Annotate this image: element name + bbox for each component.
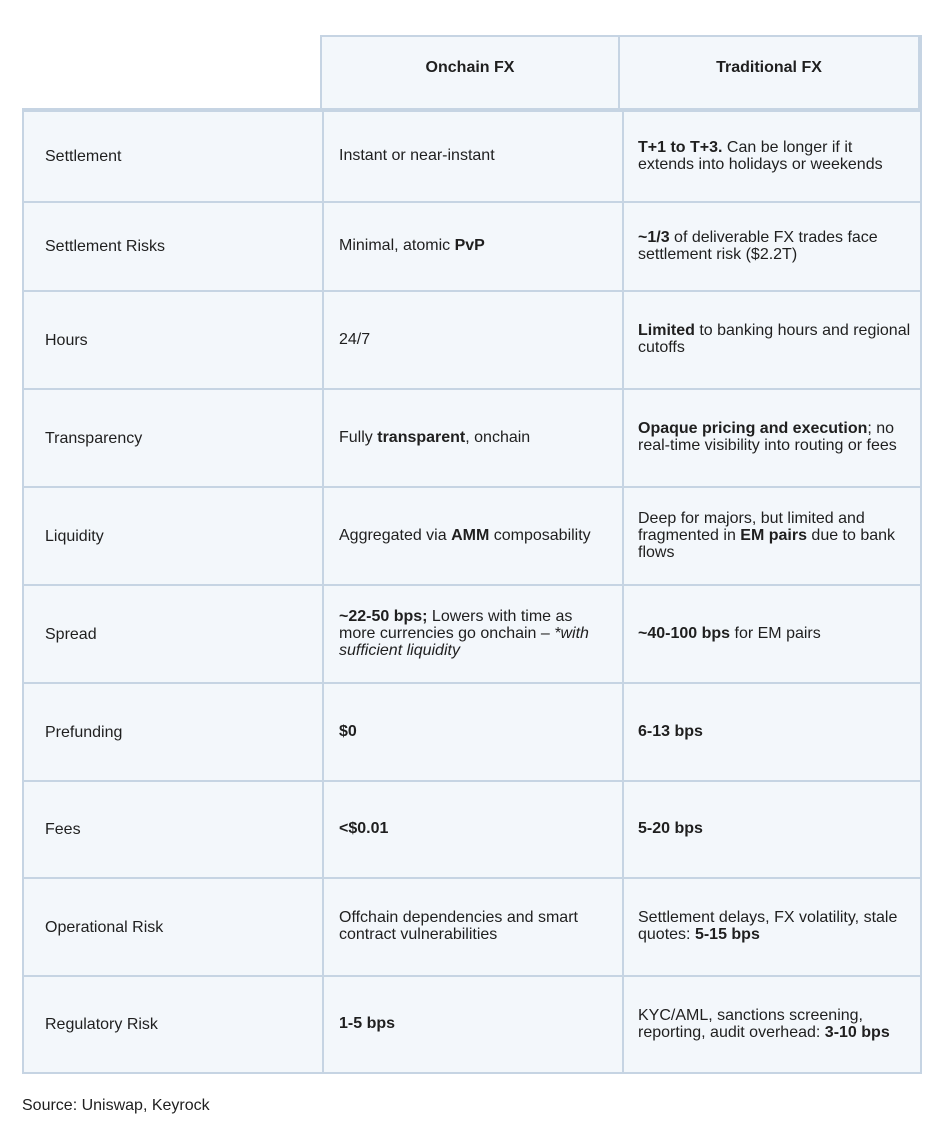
- traditional-fx-cell-text: [638, 229, 912, 263]
- onchain-fx-cell: [324, 292, 624, 388]
- traditional-fx-cell: [624, 782, 920, 877]
- traditional-fx-cell: [624, 879, 920, 975]
- row-label-text: Settlement Risks: [45, 238, 166, 255]
- onchain-fx-cell: [324, 879, 624, 975]
- text-segment: Deep for majors, but limited and fragmented in: [638, 509, 865, 544]
- row-label-text: Regulatory Risk: [45, 1016, 158, 1033]
- text-segment: ~1/3: [638, 228, 670, 246]
- row-label-text: Operational Risk: [45, 918, 164, 936]
- header-onchain-fx-label: Onchain FX: [425, 59, 515, 76]
- onchain-fx-cell: [324, 488, 624, 584]
- onchain-fx-cell-text: [339, 237, 485, 254]
- row-label: [24, 782, 324, 877]
- text-segment: Settlement delays, FX volatility, stale quotes:: [638, 909, 898, 943]
- traditional-fx-cell-text: [638, 510, 912, 561]
- text-segment: EM pairs: [740, 526, 807, 544]
- source-note: Source: Uniswap, Keyrock: [22, 1097, 210, 1114]
- traditional-fx-cell-text: [638, 820, 703, 837]
- row-label-text: Liquidity: [45, 527, 104, 545]
- row-label-text: Fees: [45, 821, 81, 838]
- table-row: [22, 977, 922, 1074]
- text-segment: 5-15 bps: [694, 926, 760, 943]
- row-label: [24, 586, 324, 682]
- row-label: [24, 488, 324, 584]
- header-blank-cell: [22, 35, 322, 108]
- text-segment: Lowers with time as more currencies go onchain –: [339, 607, 573, 642]
- traditional-fx-cell: [624, 586, 920, 682]
- row-label-text: Spread: [45, 625, 97, 643]
- text-segment: Opaque pricing and execution: [638, 420, 868, 437]
- table-row: [22, 684, 922, 782]
- text-segment: composability: [489, 526, 591, 544]
- onchain-fx-cell-text: [339, 820, 388, 837]
- traditional-fx-cell: [624, 203, 920, 290]
- table-header-row: [22, 35, 922, 110]
- onchain-fx-cell: [324, 203, 624, 290]
- text-segment: T+1 to T+3.: [638, 138, 723, 156]
- text-segment: 6-13 bps: [638, 722, 703, 740]
- onchain-fx-cell-text: [339, 723, 357, 740]
- row-label-text: Prefunding: [45, 723, 123, 741]
- traditional-fx-cell-text: [638, 139, 912, 173]
- text-segment: Instant or near-instant: [339, 147, 495, 164]
- text-segment: due to bank flows: [638, 526, 896, 561]
- row-label-text: Settlement: [45, 148, 122, 165]
- traditional-fx-cell: [624, 488, 920, 584]
- text-segment: $0: [339, 722, 357, 740]
- onchain-fx-cell: [324, 977, 624, 1072]
- text-segment: ~40-100 bps: [638, 624, 731, 642]
- onchain-fx-cell-text: [339, 1015, 395, 1032]
- header-traditional-fx: [620, 35, 920, 108]
- text-segment: 5-20 bps: [638, 820, 703, 837]
- row-label: [24, 292, 324, 388]
- traditional-fx-cell-text: [638, 723, 703, 740]
- text-segment: Offchain dependencies and smart contract vulnerabilities: [339, 909, 578, 943]
- table-row: [22, 292, 922, 390]
- header-traditional-fx-label: Traditional FX: [716, 59, 822, 76]
- onchain-fx-cell: [324, 390, 624, 486]
- table-row: [22, 488, 922, 586]
- text-segment: to banking hours and regional cutoffs: [638, 322, 911, 356]
- text-segment: , onchain: [465, 428, 531, 446]
- onchain-fx-cell: [324, 782, 624, 877]
- table-row: [22, 110, 922, 203]
- table-row: [22, 203, 922, 292]
- text-segment: Limited: [638, 322, 695, 339]
- header-onchain-fx: [320, 35, 620, 108]
- onchain-fx-cell-text: [339, 527, 591, 544]
- onchain-fx-cell: [324, 112, 624, 201]
- text-segment: <$0.01: [339, 820, 389, 837]
- row-label: [24, 684, 324, 780]
- text-segment: *with sufficient liquidity: [339, 624, 589, 659]
- onchain-fx-cell-text: [339, 147, 495, 164]
- traditional-fx-cell: [624, 684, 920, 780]
- table-body: [22, 110, 922, 1074]
- traditional-fx-cell: [624, 977, 920, 1072]
- table-row: [22, 586, 922, 684]
- row-label: [24, 112, 324, 201]
- text-segment: Fully: [339, 428, 378, 446]
- onchain-fx-cell: [324, 684, 624, 780]
- text-segment: 1-5 bps: [339, 1015, 396, 1032]
- row-label-text: Transparency: [45, 429, 143, 447]
- row-label: [24, 879, 324, 975]
- comparison-table: [22, 35, 922, 1074]
- table-row: [22, 782, 922, 879]
- row-label-text: Hours: [45, 331, 88, 349]
- text-segment: AMM: [451, 526, 490, 544]
- table-row: [22, 390, 922, 488]
- onchain-fx-cell-text: [339, 429, 530, 446]
- row-label: [24, 977, 324, 1072]
- onchain-fx-cell-text: [339, 331, 370, 348]
- traditional-fx-cell-text: [638, 1007, 912, 1041]
- text-segment: ~22-50 bps;: [339, 607, 428, 625]
- text-segment: for EM pairs: [730, 624, 821, 642]
- row-label: [24, 203, 324, 290]
- text-segment: transparent: [377, 428, 466, 446]
- table-row: [22, 879, 922, 977]
- text-segment: KYC/AML, sanctions screening, reporting, audit overhead:: [638, 1006, 863, 1041]
- text-segment: 3-10 bps: [824, 1023, 890, 1041]
- onchain-fx-cell-text: [339, 608, 610, 659]
- onchain-fx-cell: [324, 586, 624, 682]
- text-segment: of deliverable FX trades face settlement risk ($2.2T): [638, 228, 878, 263]
- traditional-fx-cell-text: [638, 909, 912, 943]
- text-segment: Aggregated via: [339, 526, 452, 544]
- text-segment: 24/7: [339, 330, 371, 348]
- traditional-fx-cell: [624, 292, 920, 388]
- traditional-fx-cell: [624, 390, 920, 486]
- traditional-fx-cell-text: [638, 420, 912, 454]
- traditional-fx-cell: [624, 112, 920, 201]
- text-segment: PvP: [454, 237, 485, 254]
- onchain-fx-cell-text: [339, 909, 610, 943]
- traditional-fx-cell-text: [638, 625, 821, 642]
- traditional-fx-cell-text: [638, 322, 912, 356]
- text-segment: ; no real-time visibility into routing or fees: [638, 420, 897, 454]
- text-segment: Minimal, atomic: [339, 237, 455, 254]
- text-segment: Can be longer if it extends into holidays or weekends: [638, 138, 883, 173]
- row-label: [24, 390, 324, 486]
